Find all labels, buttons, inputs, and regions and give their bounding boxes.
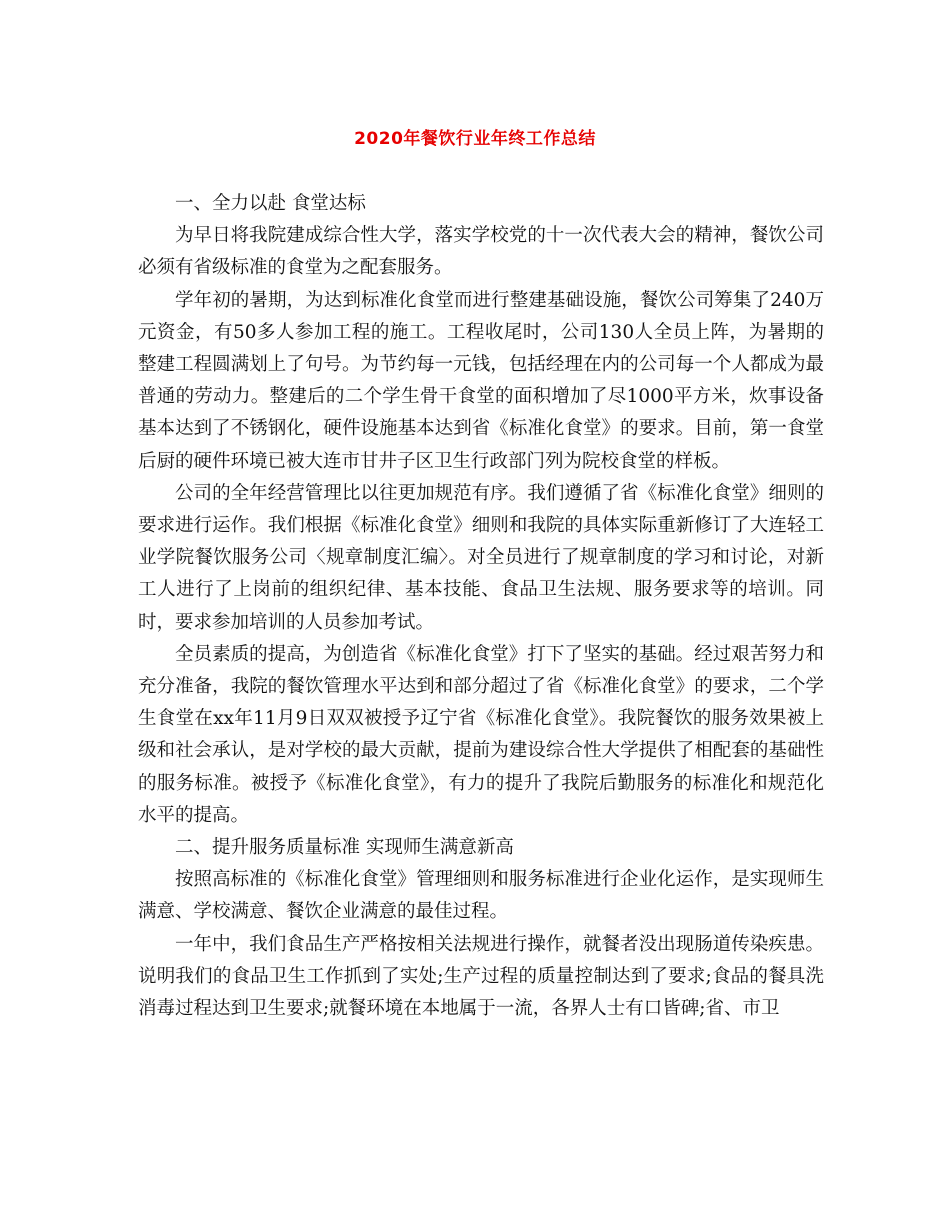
paragraph: 一年中，我们食品生产严格按相关法规进行操作，就餐者没出现肠道传染疾患。说明我们的食品卫生工作抓到了实处;生产过程的质量控制达到了要求;食品的餐具洗消毒过程达到卫生要求;就餐环境在本地属于一流，各界人士有口皆碑;省、市卫 xyxy=(138,933,824,1020)
section-heading: 二、提升服务质量标准 实现师生满意新高 xyxy=(175,837,514,859)
paragraph: 公司的全年经营管理比以往更加规范有序。我们遵循了省《标准化食堂》细则的要求进行运作。我们根据《标准化食堂》细则和我院的具体实际重新修订了大连轻工业学院餐饮服务公司〈规章制度汇编〉。对全员进行了规章制度的学习和讨论，对新工人进行了上岗前的组织纪律、基本技能、食品卫生法规、服务要求等的培训。同时，要求参加培训的人员参加考试。 xyxy=(138,482,824,633)
paragraph: 按照高标准的《标准化食堂》管理细则和服务标准进行企业化运作，是实现师生满意、学校满意、餐饮企业满意的最佳过程。 xyxy=(138,869,824,923)
document-body xyxy=(138,188,824,1025)
paragraph: 全员素质的提高，为创造省《标准化食堂》打下了坚实的基础。经过艰苦努力和充分准备，我院的餐饮管理水平达到和部分超过了省《标准化食堂》的要求，二个学生食堂在xx年11月9日双双被授予辽宁省《标准化食堂》。我院餐饮的服务效果被上级和社会承认，是对学校的最大贡献，提前为建设综合性大学提供了相配套的基础性的服务标准。被授予《标准化食堂》，有力的提升了我院后勤服务的标准化和规范化水平的提高。 xyxy=(138,643,824,826)
document-title: 2020年餐饮行业年终工作总结 xyxy=(354,129,596,149)
paragraph: 学年初的暑期，为达到标准化食堂而进行整建基础设施，餐饮公司筹集了240万元资金，有50多人参加工程的施工。工程收尾时，公司130人全员上阵，为暑期的整建工程圆满划上了句号。为节约每一元钱，包括经理在内的公司每一个人都成为最普通的劳动力。整建后的二个学生骨干食堂的面积增加了尽1000平方米，炊事设备基本达到了不锈钢化，硬件设施基本达到省《标准化食堂》的要求。目前，第一食堂后厨的硬件环境已被大连市甘井子区卫生行政部门列为院校食堂的样板。 xyxy=(138,289,824,472)
paragraph: 为早日将我院建成综合性大学，落实学校党的十一次代表大会的精神，餐饮公司必须有省级标准的食堂为之配套服务。 xyxy=(138,225,824,279)
section-heading: 一、全力以赴 食堂达标 xyxy=(175,193,366,214)
